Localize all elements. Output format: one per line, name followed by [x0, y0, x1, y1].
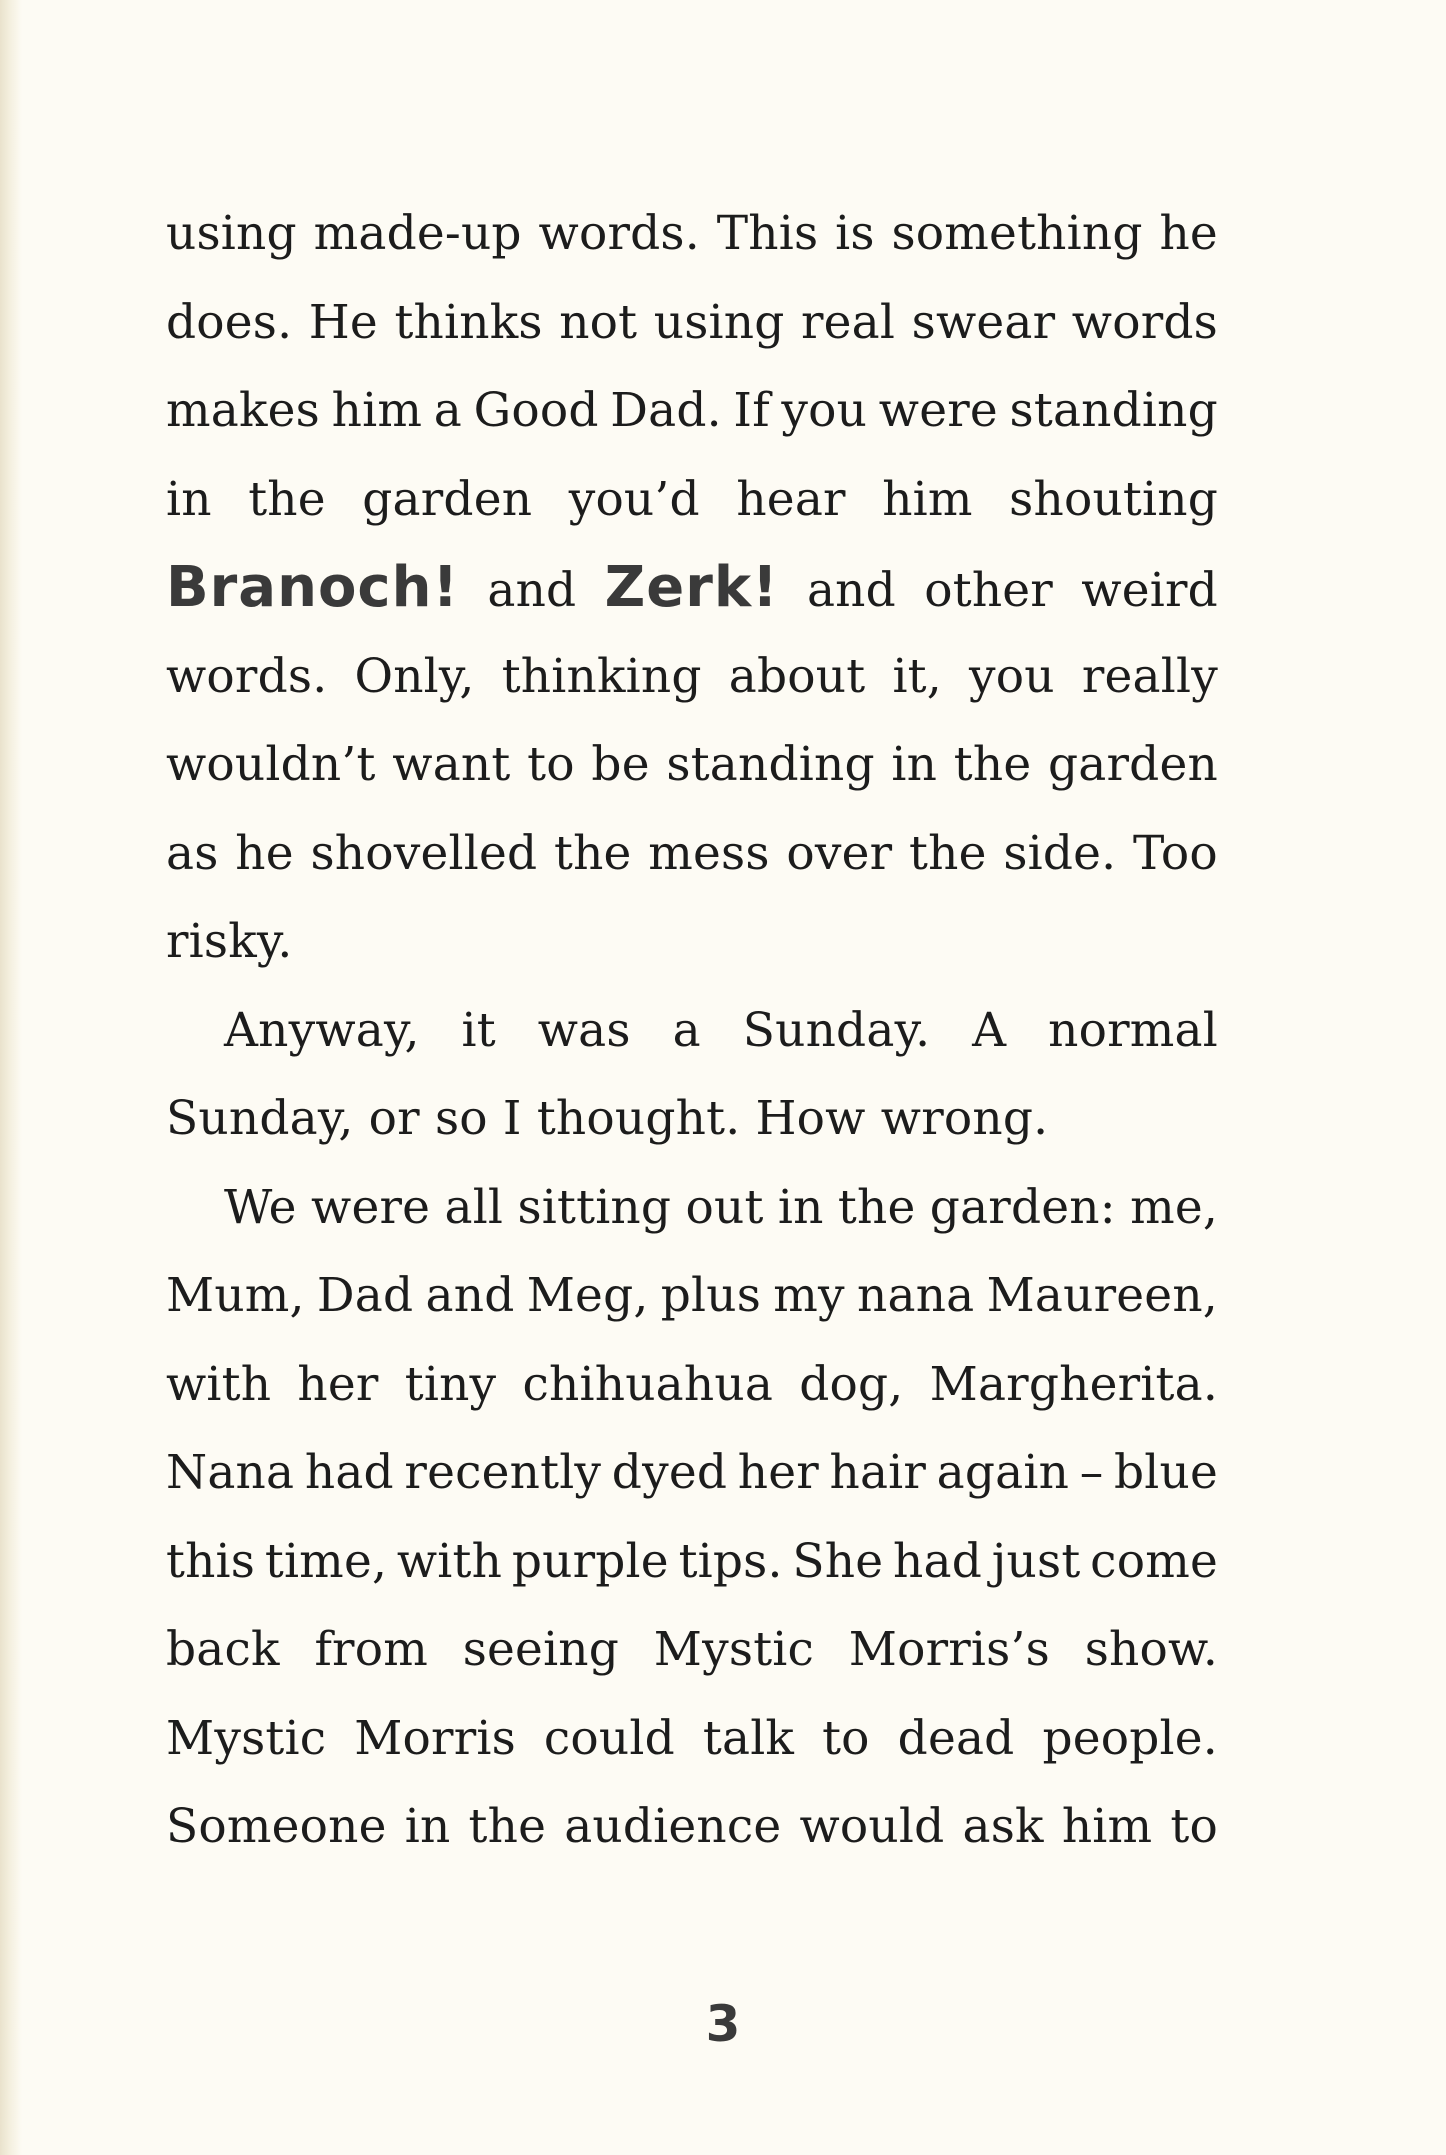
word: ask — [962, 1799, 1044, 1854]
word: words. — [166, 648, 328, 704]
word: words — [1071, 294, 1218, 350]
word: risky. — [166, 914, 293, 969]
word: tiny — [404, 1356, 497, 1412]
word: not — [559, 294, 638, 350]
word: I — [502, 1091, 522, 1146]
word: Dad — [316, 1268, 414, 1323]
word: Nana — [166, 1445, 295, 1500]
word: talk — [702, 1710, 795, 1766]
word: Maureen, — [986, 1268, 1218, 1323]
word: words. — [538, 206, 700, 261]
word: Sunday. — [742, 1002, 931, 1058]
word: makes — [166, 383, 321, 438]
word: chihuahua — [522, 1356, 774, 1412]
page-number: 3 — [705, 1995, 741, 2053]
word: shouting — [1009, 471, 1218, 527]
word: so — [434, 1091, 488, 1146]
word: side. — [1003, 825, 1117, 881]
word: this — [166, 1533, 256, 1589]
word: you’d — [568, 471, 700, 527]
word: swear — [911, 294, 1056, 350]
word: A — [972, 1002, 1007, 1058]
word: it — [461, 1002, 496, 1058]
word: or — [368, 1091, 420, 1146]
text-line-5 — [166, 544, 1218, 633]
word: you — [781, 383, 868, 438]
word: with — [166, 1356, 272, 1412]
word: Sunday, — [166, 1091, 354, 1146]
text-line-8 — [166, 810, 1218, 899]
text-line-11 — [166, 1075, 1218, 1164]
word: If — [733, 383, 770, 438]
text-line-1 — [166, 190, 1218, 279]
word: Margherita. — [929, 1356, 1218, 1412]
word: This — [716, 206, 819, 261]
word: dyed — [611, 1445, 728, 1500]
word: does. — [166, 294, 293, 350]
word: me, — [1130, 1179, 1218, 1235]
word: purple — [511, 1533, 669, 1589]
word: her — [297, 1356, 379, 1412]
word: hear — [736, 471, 846, 527]
word: is — [835, 206, 875, 261]
word: standing — [1009, 383, 1218, 438]
word: from — [314, 1622, 428, 1677]
body-text — [166, 190, 1218, 1872]
word: Someone — [166, 1799, 387, 1854]
word: again — [936, 1445, 1070, 1500]
word: normal — [1048, 1002, 1218, 1058]
word: want — [392, 737, 511, 792]
word: Morris — [354, 1710, 516, 1766]
word: and — [487, 563, 577, 618]
word: garden — [362, 471, 533, 527]
word: Mystic — [653, 1622, 815, 1677]
word: garden: — [929, 1179, 1116, 1235]
word: a — [672, 1002, 701, 1058]
text-line-7 — [166, 721, 1218, 810]
word: it, — [892, 648, 942, 704]
text-line-9 — [166, 898, 1218, 987]
word: plus — [660, 1268, 762, 1323]
word: Mystic — [166, 1710, 327, 1766]
word: my — [773, 1268, 845, 1323]
word: the — [909, 825, 987, 881]
word: mess — [648, 825, 770, 881]
word: real — [801, 294, 896, 350]
word: in — [891, 737, 938, 792]
word: standing — [666, 737, 875, 792]
word: back — [166, 1622, 280, 1677]
word: the — [553, 825, 632, 881]
text-line-4 — [166, 456, 1218, 545]
word: thinks — [394, 294, 543, 350]
word: using — [653, 294, 785, 350]
word: Dad. — [610, 383, 722, 438]
word: Good — [473, 383, 599, 438]
word: in — [166, 471, 212, 527]
word: audience — [564, 1799, 782, 1854]
word: her — [737, 1445, 819, 1500]
word: time, — [264, 1533, 388, 1589]
word: wrong. — [880, 1091, 1049, 1146]
word: in — [404, 1799, 451, 1854]
word: We — [224, 1179, 297, 1235]
text-line-14 — [166, 1341, 1218, 1430]
word: weird — [1081, 563, 1218, 618]
word: Mum, — [166, 1268, 305, 1323]
word: garden — [1048, 737, 1218, 792]
word: She — [792, 1533, 884, 1589]
text-line-2 — [166, 279, 1218, 368]
word: Anyway, — [224, 1002, 420, 1058]
word: all — [444, 1179, 504, 1235]
word: in — [777, 1179, 824, 1235]
word: about — [728, 648, 866, 704]
word: be — [591, 737, 650, 792]
word: Meg, — [526, 1268, 649, 1323]
word: Morris’s — [848, 1622, 1050, 1677]
word: him — [1061, 1799, 1153, 1854]
word: the — [953, 737, 1032, 792]
word: over — [786, 825, 893, 881]
text-line-12 — [166, 1164, 1218, 1253]
word: thought. — [536, 1091, 741, 1146]
word: How — [755, 1091, 866, 1146]
word: and — [425, 1268, 515, 1323]
text-line-16 — [166, 1518, 1218, 1607]
word: him — [331, 383, 423, 438]
word: Only, — [354, 648, 475, 704]
word: to — [1170, 1799, 1218, 1854]
word: out — [685, 1179, 764, 1235]
word: dead — [897, 1710, 1015, 1766]
word: sitting — [517, 1179, 672, 1235]
word: tips. — [678, 1533, 783, 1589]
word: people. — [1042, 1710, 1218, 1766]
text-line-13 — [166, 1252, 1218, 1341]
word: had — [893, 1533, 983, 1589]
word: to — [527, 737, 575, 792]
word: had — [304, 1445, 394, 1500]
word: seeing — [462, 1622, 620, 1677]
word: you — [969, 648, 1055, 704]
word: really — [1081, 648, 1218, 704]
word: just — [991, 1533, 1081, 1589]
word: thinking — [501, 648, 702, 704]
word: something — [891, 206, 1143, 261]
made-up-word-zerk: Zerk! — [604, 555, 779, 620]
word: he — [235, 825, 294, 881]
word: wouldn’t — [166, 737, 376, 792]
word: show. — [1084, 1622, 1218, 1677]
text-line-15 — [166, 1429, 1218, 1518]
word: shovelled — [310, 825, 538, 881]
word: would — [799, 1799, 945, 1854]
word: were — [311, 1179, 431, 1235]
text-line-18 — [166, 1695, 1218, 1784]
word: blue — [1113, 1445, 1218, 1500]
word: nana — [857, 1268, 975, 1323]
word: the — [248, 471, 326, 527]
word: other — [924, 563, 1053, 618]
text-line-6 — [166, 633, 1218, 722]
text-line-10 — [166, 987, 1218, 1076]
word: using — [166, 206, 297, 261]
word: was — [537, 1002, 631, 1058]
word: the — [837, 1179, 916, 1235]
word: recently — [404, 1445, 602, 1500]
word: made-up — [313, 206, 522, 261]
word: were — [878, 383, 998, 438]
word: him — [882, 471, 973, 527]
word: come — [1090, 1533, 1218, 1589]
text-line-19 — [166, 1783, 1218, 1872]
word: to — [822, 1710, 870, 1766]
word: He — [308, 294, 378, 350]
page-spine-shadow — [0, 0, 22, 2155]
word: hair — [829, 1445, 927, 1500]
word: he — [1159, 206, 1218, 261]
text-line-17 — [166, 1606, 1218, 1695]
word: with — [396, 1533, 503, 1589]
word: the — [468, 1799, 547, 1854]
word: dog, — [799, 1356, 904, 1412]
text-line-3 — [166, 367, 1218, 456]
word: could — [543, 1710, 675, 1766]
word: and — [806, 563, 896, 618]
word: – — [1079, 1445, 1104, 1500]
made-up-word-branoch: Branoch! — [166, 555, 460, 620]
word: as — [166, 825, 219, 881]
word: a — [433, 383, 462, 438]
word: Too — [1133, 825, 1218, 881]
